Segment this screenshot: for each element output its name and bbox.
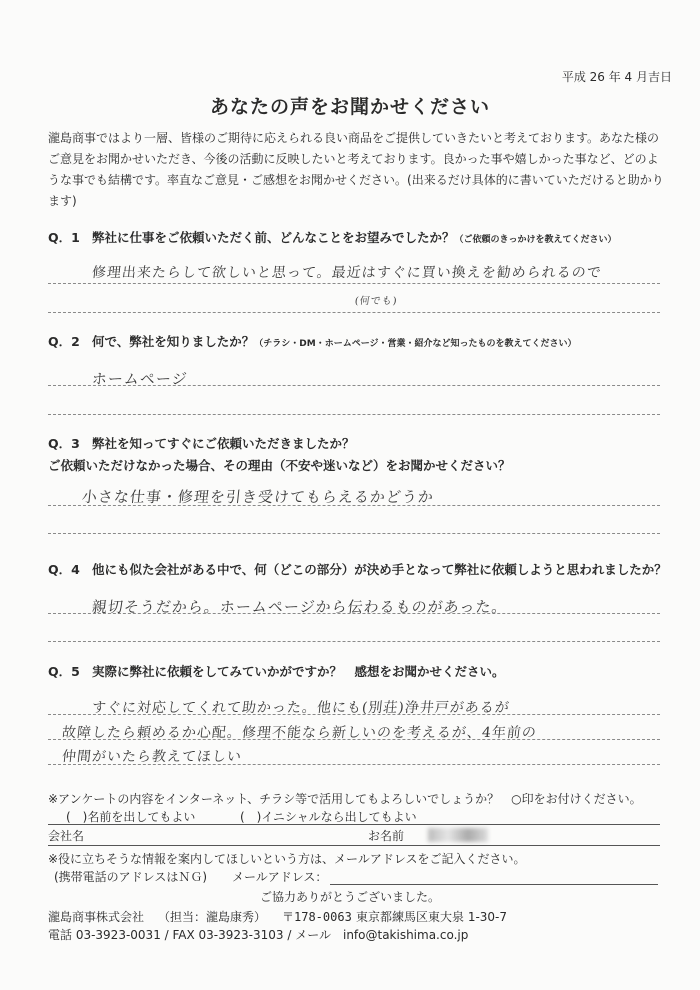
name-label: お名前 xyxy=(368,829,405,843)
email-request: ※役に立ちそうな情報を案内してほしいという方は、メールアドレスをご記入ください。 xyxy=(48,852,526,866)
answer-1-note: (何でも) xyxy=(354,296,399,307)
answer-4: 親切そうだから。ホームページから伝わるものがあった。 xyxy=(91,598,509,616)
answer-line xyxy=(48,533,660,534)
answer-2: ホームページ xyxy=(91,370,189,388)
question-1 xyxy=(48,228,617,246)
mobile-note: (携帯電話のアドレスはＮＧ) xyxy=(54,870,208,884)
form-title: あなたの声をお聞かせください xyxy=(209,96,490,118)
divider xyxy=(48,824,660,825)
consent-question: ※アンケートの内容をインターネット、チラシ等で活用してもよろしいでしょうか？ ○印をお付けください。 xyxy=(48,792,642,806)
form-date: 平成 26 年 4 月吉日 xyxy=(561,70,672,84)
question-number: Q．2 xyxy=(48,334,80,349)
question-number: Q．5 xyxy=(48,664,80,679)
answer-5-line1: すぐに対応してくれて助かった。他にも(別荘)浄井戸があるが xyxy=(91,700,511,716)
email-field[interactable] xyxy=(330,884,658,885)
question-number: Q．4 xyxy=(48,562,80,577)
question-4 xyxy=(48,560,667,578)
consent-option-initials[interactable]: ( )イニシャルなら出してもよい xyxy=(240,810,417,824)
answer-line xyxy=(48,283,660,284)
answer-line xyxy=(48,641,660,642)
answer-3: 小さな仕事・修理を引き受けてもらえるかどうか xyxy=(81,488,435,506)
question-note: （チラシ・DM・ホームページ・営業・紹介など知ったものを教えてください） xyxy=(254,339,577,349)
question-note: （ご依頼のきっかけを教えてください） xyxy=(454,235,617,245)
redacted-name xyxy=(428,828,488,842)
question-number: Q．1 xyxy=(48,230,80,245)
footer-postal: 〒178-0063 xyxy=(282,910,352,924)
answer-line xyxy=(48,312,660,313)
question-text: 弊社を知ってすぐにご依頼いただきましたか？ xyxy=(92,436,355,451)
footer-contact: （担当：瀧島康秀） xyxy=(158,910,267,924)
answer-5-line2: 故障したら頼めるか心配。修理不能なら新しいのを考えるが、4年前の xyxy=(61,725,538,741)
email-label: メールアドレス： xyxy=(232,870,328,884)
intro-text: 瀧島商事ではより一層、皆様のご期待に応えられる良い商品をご提供していきたいと考えております。あなた様のご意見をお聞かせいただき、今後の活動に反映したいと考えております。良かった事や嬉しかった事など、どのような事でも結構です。率直なご意見・ご感想をお聞かせください。(出来るだけ具体的に書いていただけると助かります) xyxy=(48,131,664,208)
question-text: 何で、弊社を知りましたか？ xyxy=(92,334,255,349)
footer-company: 瀧島商事株式会社 xyxy=(48,910,145,924)
answer-1: 修理出来たらして欲しいと思って。最近はすぐに買い換えを勧められるので xyxy=(91,265,603,281)
question-text: 弊社に仕事をご依頼いただく前、どんなことをお望みでしたか？ xyxy=(92,230,455,245)
thanks-text: ご協力ありがとうございました。 xyxy=(260,890,441,904)
question-5 xyxy=(48,662,505,680)
consent-option-name[interactable]: ( )名前を出してもよい xyxy=(66,810,196,824)
question-number: Q．3 xyxy=(48,436,80,451)
question-text: 他にも似た会社がある中で、何（どこの部分）が決め手となって弊社に依頼しようと思われましたか？ xyxy=(92,562,667,577)
answer-line xyxy=(48,414,660,415)
divider xyxy=(48,845,660,846)
question-3-line2: ご依頼いただけなかった場合、その理由（不安や迷いなど）をお聞かせください？ xyxy=(48,458,511,473)
answer-5-line3: 仲間がいたら教えてほしい xyxy=(61,749,243,765)
company-label: 会社名 xyxy=(48,829,85,843)
question-3 xyxy=(48,434,355,452)
footer-address: 東京都練馬区東大泉 1-30-7 xyxy=(356,910,508,924)
footer-phone: 電話 03-3923-0031 / FAX 03-3923-3103 / メール info@takishima.co.jp xyxy=(48,928,469,942)
question-text: 実際に弊社に依頼をしてみていかがですか？ 感想をお聞かせください。 xyxy=(92,664,505,679)
question-2 xyxy=(48,332,577,350)
